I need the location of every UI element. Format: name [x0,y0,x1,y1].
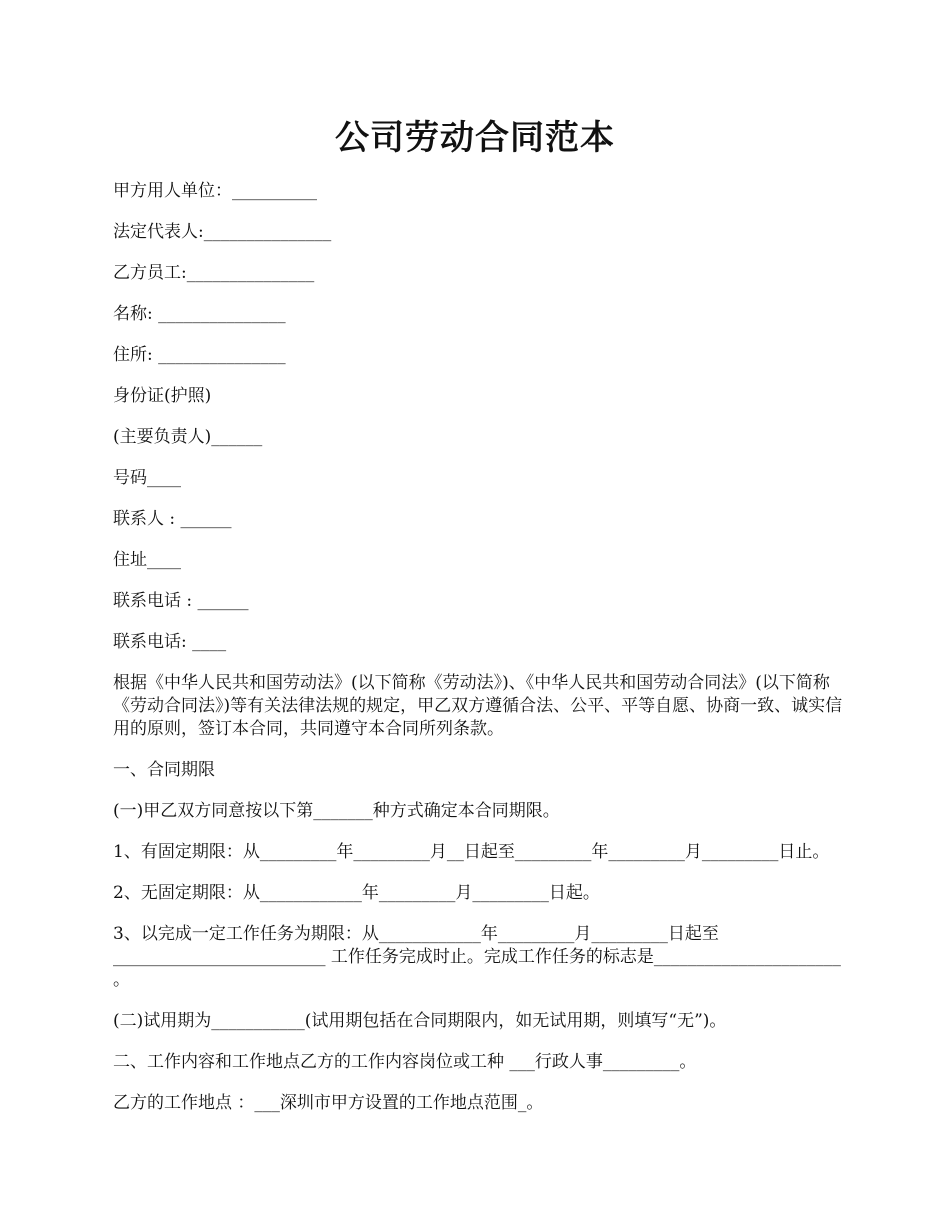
section-1-heading: 一、合同期限 [113,760,215,780]
document-body [113,180,848,1133]
name-line: 名称: _______________ [113,304,286,324]
option-2-open-term: 2、无固定期限：从____________年_________月_________日起。 [113,883,600,903]
address-line: 住址____ [113,550,181,570]
section-2-work-content: 二、工作内容和工作地点乙方的工作内容岗位或工种 ___行政人事_________。 [113,1052,697,1072]
residence-line: 住所: _______________ [113,345,286,365]
legal-representative-line: 法定代表人:_______________ [113,222,332,242]
option-1-fixed-term: 1、有固定期限：从_________年_________月__日起至_________年_________月_________日止。 [113,842,830,862]
document-title: 公司劳动合同范本 [335,118,615,158]
employer-line: 甲方用人单位：__________ [113,181,317,201]
contact-phone-line-1: 联系电话 : ______ [113,591,249,611]
contact-person-line: 联系人 : ______ [113,509,232,529]
intro-paragraph: 根据《中华人民共和国劳动法》(以下简称《劳动法》)、《中华人民共和国劳动合同法》(以下简称《劳动合同法》)等有关法律法规的规定，甲乙双方遵循合法、公平、平等自愿、协商一致、诚实信用的原则，签订本合同，共同遵守本合同所列条款。 [113,673,843,739]
option-3-task-term: 3、以完成一定工作任务为期限：从____________年_________月_________日起至_________________________ 工作任务完成时止。完成工作任务的标志是______________________ 。 [113,924,847,990]
number-line: 号码____ [113,468,181,488]
probation-clause: (二)试用期为___________(试用期包括在合同期限内，如无试用期，则填写“无”)。 [113,1011,727,1031]
contact-phone-line-2: 联系电话: ____ [113,632,227,652]
employee-line: 乙方员工:_______________ [113,263,315,283]
work-location-line: 乙方的工作地点 ：___深圳市甲方设置的工作地点范围_。 [113,1093,544,1113]
clause-1: (一)甲乙双方同意按以下第_______种方式确定本合同期限。 [113,801,560,821]
id-passport-line: 身份证(护照) [113,386,212,406]
principal-line: (主要负责人)______ [113,427,263,447]
